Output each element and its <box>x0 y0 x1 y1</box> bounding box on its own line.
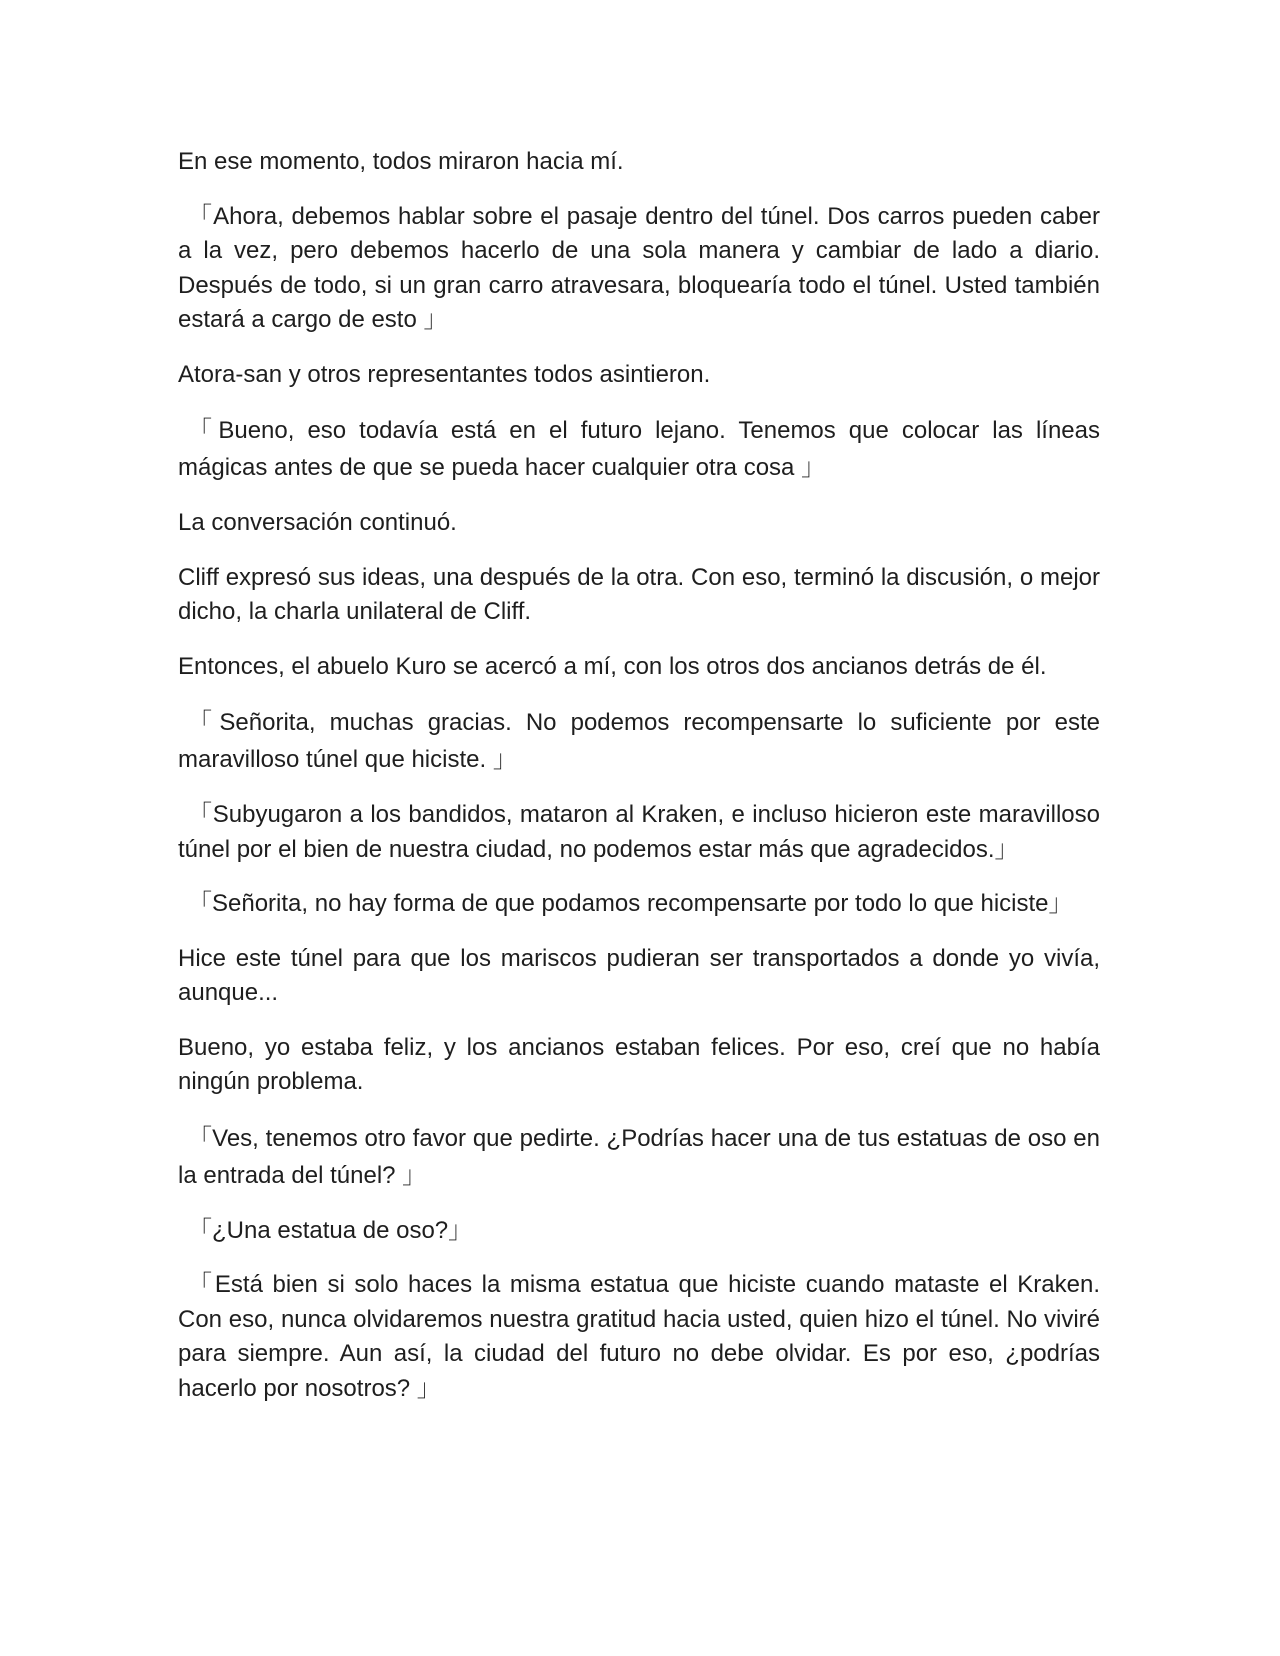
narration-paragraph: La conversación continuó. <box>178 509 457 536</box>
dialogue-paragraph: 「Ves, tenemos otro favor que pedirte. ¿Podrías hacer una de tus estatuas de oso en la entrada del túnel? 」 <box>178 1124 1100 1189</box>
dialogue-paragraph: 「Subyugaron a los bandidos, mataron al Kraken, e incluso hicieron este maravilloso túnel por el bien de nuestra ciudad, no podemos estar más que agradecidos.」 <box>178 801 1100 863</box>
dialogue-paragraph: 「¿Una estatua de oso?」 <box>188 1216 473 1244</box>
dialogue-paragraph: 「Señorita, no hay forma de que podamos recompensarte por todo lo que hiciste」 <box>188 890 1073 917</box>
document-page <box>178 145 1100 1426</box>
narration-paragraph: Hice este túnel para que los mariscos pudieran ser transportados a donde yo vivía, aunque... <box>178 944 1100 1006</box>
dialogue-paragraph: 「Bueno, eso todavía está en el futuro lejano. Tenemos que colocar las líneas mágicas antes de que se pueda hacer cualquier otra cosa 」 <box>178 417 1100 481</box>
narration-paragraph: Atora-san y otros representantes todos asintieron. <box>178 360 711 388</box>
dialogue-paragraph: 「Ahora, debemos hablar sobre el pasaje dentro del túnel. Dos carros pueden caber a la vez, pero debemos hacerlo de una sola manera y cambiar de lado a diario. Después de todo, si un gran carro atravesara, bloquearía todo el túnel. Usted también estará a cargo de esto 」 <box>178 202 1100 333</box>
dialogue-paragraph: 「Señorita, muchas gracias. No podemos recompensarte lo suficiente por este maravilloso túnel que hiciste. 」 <box>178 709 1100 773</box>
narration-paragraph: En ese momento, todos miraron hacia mí. <box>178 148 624 175</box>
narration-paragraph: Cliff expresó sus ideas, una después de la otra. Con eso, terminó la discusión, o mejor dicho, la charla unilateral de Cliff. <box>178 563 1100 625</box>
dialogue-paragraph: 「Está bien si solo haces la misma estatua que hiciste cuando mataste el Kraken. Con eso, nunca olvidaremos nuestra gratitud hacia usted, quien hizo el túnel. No viviré para siempre. Aun así, la ciudad del futuro no debe olvidar. Es por eso, ¿podrías hacerlo por nosotros? 」 <box>178 1271 1100 1402</box>
narration-paragraph: Bueno, yo estaba feliz, y los ancianos estaban felices. Por eso, creí que no había ningún problema. <box>178 1033 1100 1095</box>
narration-paragraph: Entonces, el abuelo Kuro se acercó a mí, con los otros dos ancianos detrás de él. <box>178 652 1047 680</box>
